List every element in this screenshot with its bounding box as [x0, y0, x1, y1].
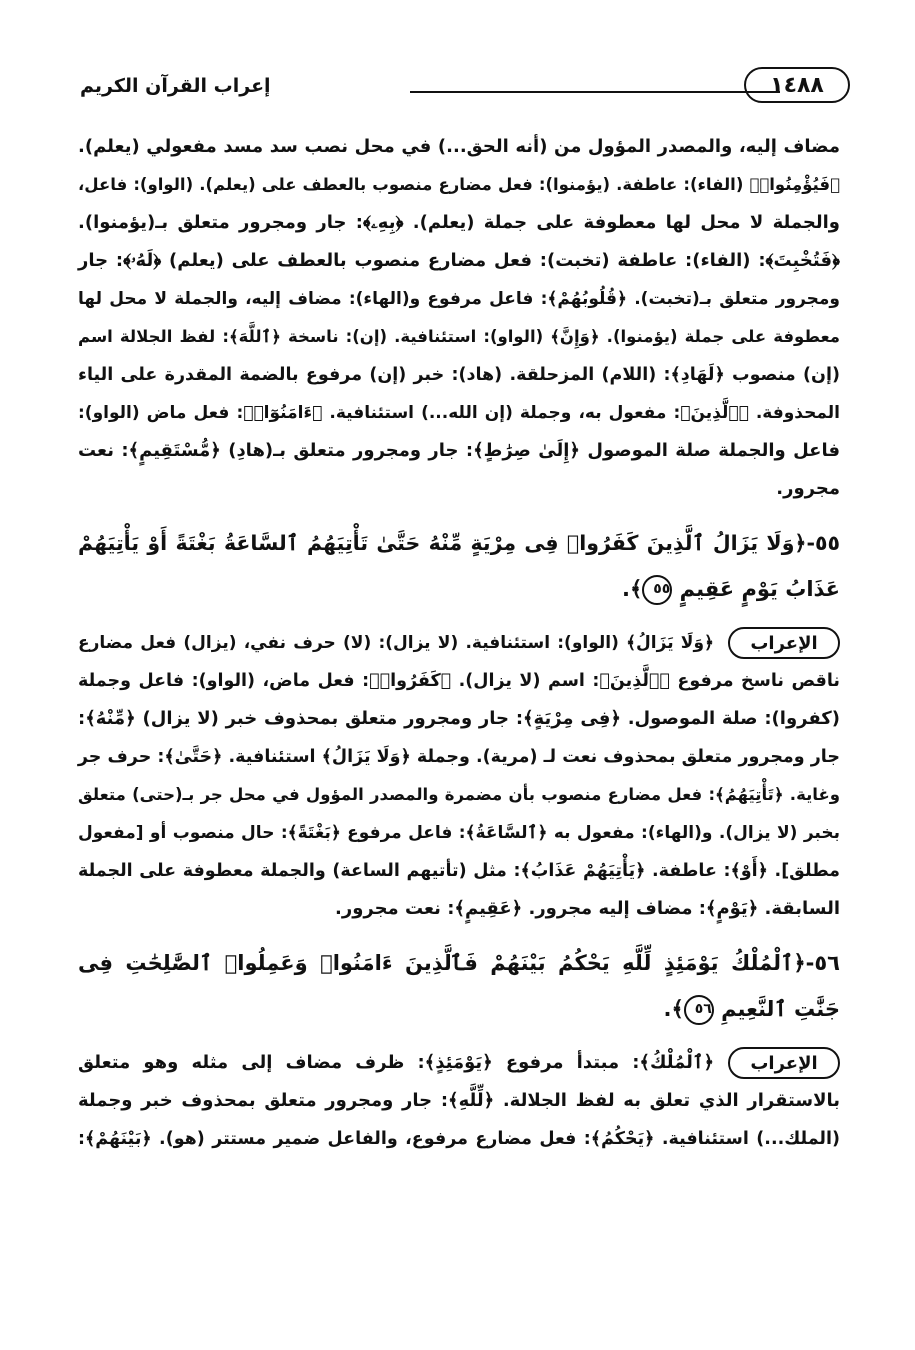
text-line: وغاية. ﴿تَأْتِيَهُمُ﴾: فعل مضارع منصوب بأن مضمرة والمصدر المؤول في محل جر بـ(حتى) متعلق	[78, 785, 840, 804]
text-line: (كفروا): صلة الموصول. ﴿فِى مِرْيَةٍ﴾: جار ومجرور متعلق بمحذوف خبر (لا يزال) ﴿مِّنْهُ﴾:	[78, 708, 840, 729]
text-line: بالاستقرار الذي تعلق به لفظ الجلالة. ﴿لِّلَّهِ﴾: جار ومجرور متعلق بمحذوف خبر وجملة	[78, 1090, 840, 1111]
irab-section-56	[78, 1044, 840, 1158]
text-line: ﴿وَلَا يَزَالُ﴾ (الواو): استئنافية. (لا يزال): (لا) حرف نفي، (يزال) فعل مضارع	[78, 633, 714, 653]
verse-end: ﴾.	[622, 577, 643, 601]
text-line: ﴿فَتُخْبِتَ﴾: (الفاء): عاطفة (تخبت): فعل مضارع منصوب بالعطف على (يعلم) ﴿لَهُۥ﴾: جار	[78, 250, 840, 271]
page-content	[78, 128, 840, 1158]
irab-label: الإعراب	[728, 1047, 840, 1079]
text-line: مجرور.	[776, 478, 840, 499]
irab-section-55	[78, 624, 840, 928]
header-rule	[410, 91, 780, 93]
text-line: ﴿فَيُؤْمِنُوا۟﴾ (الفاء): عاطفة. (يؤمنوا): فعل مضارع منصوب بالعطف على (يعلم). (الواو): فاعل،	[78, 175, 840, 194]
verse-56	[78, 940, 840, 1032]
verse-text: جَنَّٰتِ ٱلنَّعِيمِ	[721, 997, 840, 1021]
page-number: ١٤٨٨	[744, 67, 850, 103]
verse-end: ﴾.	[663, 997, 684, 1021]
verse-text: عَذَابُ يَوْمٍ عَقِيمٍ	[679, 577, 840, 601]
text-line: ومجرور متعلق بـ(تخبت). ﴿قُلُوبُهُمْ﴾: فاعل مرفوع و(الهاء): مضاف إليه، والجملة لا محل لها	[78, 289, 840, 309]
book-title: إعراب القرآن الكريم	[80, 75, 271, 97]
page-header	[80, 55, 850, 105]
irab-label: الإعراب	[728, 627, 840, 659]
text-line: مضاف إليه، والمصدر المؤول من (أنه الحق...) في محل نصب سد مسد مفعولي (يعلم).	[78, 136, 840, 157]
text-line: المحذوفة. ﴿ٱلَّذِينَ﴾: مفعول به، وجملة (إن الله...) استئنافية. ﴿ءَامَنُوٓا۟﴾: فعل ماض (الواو):	[78, 403, 840, 423]
text-line: بخبر (لا يزال). و(الهاء): مفعول به ﴿ٱلسَّاعَةُ﴾: فاعل مرفوع ﴿بَغْتَةً﴾: حال منصوب أو [مفعول	[78, 823, 840, 843]
text-block-1	[78, 128, 840, 508]
verse-line	[78, 566, 840, 612]
ayah-number-marker: ٥٥	[642, 575, 672, 605]
verse-line	[78, 986, 840, 1032]
text-line: والجملة لا محل لها معطوفة على جملة (يعلم). ﴿بِهِۦ﴾: جار ومجرور متعلق بـ(يؤمنوا).	[78, 212, 840, 233]
text-line: فاعل والجملة صلة الموصول ﴿إِلَىٰ صِرَٰطٍ﴾: جار ومجرور متعلق بـ(هادِ) ﴿مُّسْتَقِيمٍ﴾: نعت	[78, 440, 840, 461]
text-line: ناقص ناسخ مرفوع ﴿ٱلَّذِينَ﴾: اسم (لا يزال). ﴿كَفَرُوا۟﴾: فعل ماض، (الواو): فاعل وجملة	[78, 671, 840, 691]
verse-55	[78, 520, 840, 612]
text-line: جار ومجرور متعلق بمحذوف نعت لـ (مرية). وجملة ﴿وَلَا يَزَالُ﴾ استئنافية. ﴿حَتَّىٰ﴾: حرف جر	[77, 747, 840, 767]
ayah-number-marker: ٥٦	[684, 995, 714, 1025]
verse-line: ٥٦-﴿ٱلْمُلْكُ يَوْمَئِذٍ لِّلَّهِ يَحْكُمُ بَيْنَهُمْ فَٱلَّذِينَ ءَامَنُوا۟ وَعَمِلُوا۟ ٱلصَّٰلِحَٰتِ فِى	[78, 951, 840, 975]
text-line: ﴿ٱلْمُلْكُ﴾: مبتدأ مرفوع ﴿يَوْمَئِذٍ﴾: ظرف مضاف إلى مثله وهو متعلق	[78, 1052, 714, 1073]
verse-line: ٥٥-﴿وَلَا يَزَالُ ٱلَّذِينَ كَفَرُوا۟ فِى مِرْيَةٍ مِّنْهُ حَتَّىٰ تَأْتِيَهُمُ ٱلسَّاعَةُ بَغْتَةً أَوْ يَأْتِيَهُمْ	[78, 531, 840, 555]
text-line: مطلق]. ﴿أَوْ﴾: عاطفة. ﴿يَأْتِيَهُمْ عَذَابُ﴾: مثل (تأتيهم الساعة) والجملة معطوفة على الجملة	[78, 861, 840, 881]
text-line: السابقة. ﴿يَوْمٍ﴾: مضاف إليه مجرور. ﴿عَقِيمٍ﴾: نعت مجرور.	[335, 898, 840, 919]
text-line: معطوفة على جملة (يؤمنوا). ﴿وَإِنَّ﴾ (الواو): استئنافية. (إن): ناسخة ﴿ٱللَّهَ﴾: لفظ الجلالة اسم	[78, 327, 840, 346]
text-line: (الملك...) استئنافية. ﴿يَحْكُمُ﴾: فعل مضارع مرفوع، والفاعل ضمير مستتر (هو). ﴿بَيْنَهُمْ﴾:	[78, 1129, 840, 1149]
text-line: (إن) منصوب ﴿لَهَادِ﴾: (اللام) المزحلقة. (هاد): خبر (إن) مرفوع بالضمة المقدرة على الياء	[78, 365, 840, 385]
